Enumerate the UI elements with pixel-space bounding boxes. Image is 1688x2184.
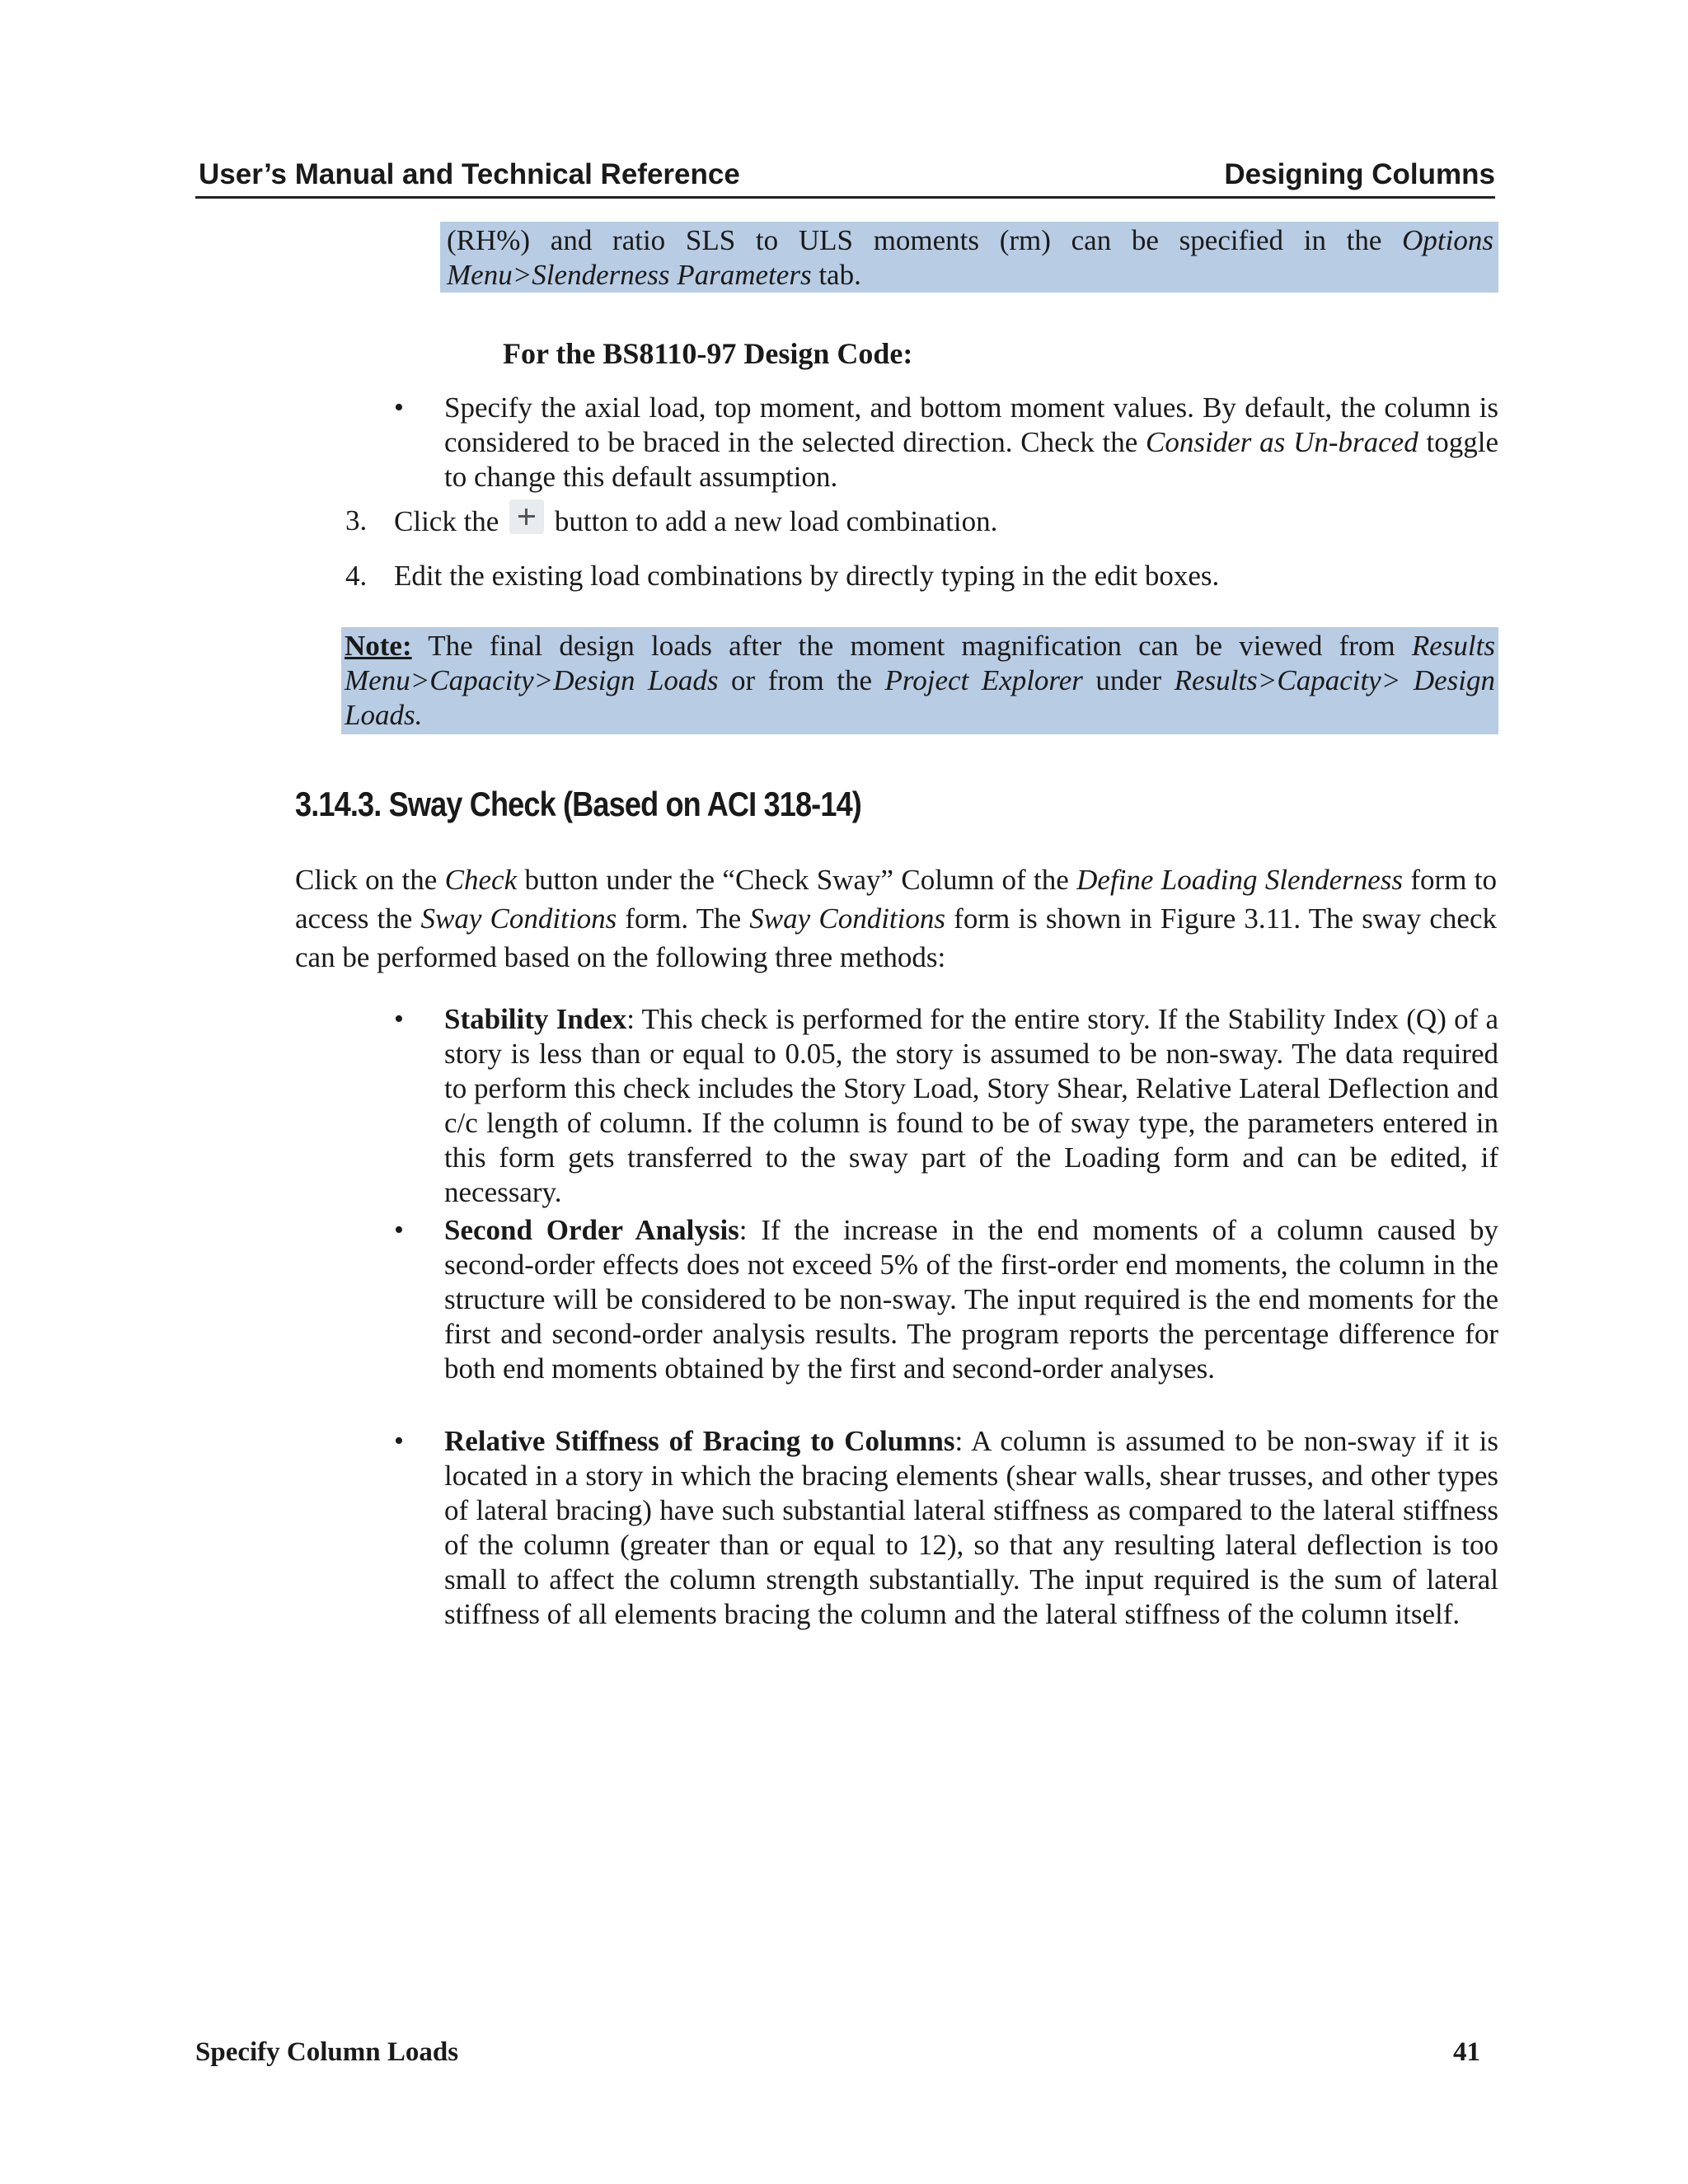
bullet-dot: • bbox=[394, 392, 404, 423]
bs8110-heading: For the BS8110-97 Design Code: bbox=[503, 337, 913, 370]
step-4-text: Edit the existing load combinations by directly typing in the edit boxes. bbox=[394, 560, 1220, 592]
step-3-text: Click the button to add a new load combination. bbox=[394, 499, 997, 539]
bs-bullet-text: Specify the axial load, top moment, and bottom moment values. By default, the column is considered to be braced in the selected direction. Check the Consider as Un-braced toggle to change this default assumption. bbox=[444, 391, 1498, 493]
page-header bbox=[195, 153, 1495, 199]
note-box bbox=[341, 627, 1498, 734]
footer-section: Specify Column Loads bbox=[195, 2037, 459, 2067]
header-chapter-title: Designing Columns bbox=[1224, 158, 1495, 190]
section-title: 3.14.3. Sway Check (Based on ACI 318-14) bbox=[295, 785, 861, 823]
method-second-order: Second Order Analysis: If the increase in the end moments of a column caused by second-order effects does not exceed 5% of the first-order end moments, the column in the structure will be considered to be non-sway. The input required is the end moments for the first and second-order analysis results. The program reports the percentage difference for both end moments obtained by the first and second-order analyses. bbox=[444, 1214, 1498, 1385]
bullet-dot: • bbox=[394, 1426, 404, 1456]
highlight-text: (RH%) and ratio SLS to ULS moments (rm) can be specified in the Options Menu>Slenderness Parameters tab. bbox=[447, 224, 1493, 291]
page-number: 41 bbox=[1453, 2037, 1480, 2067]
step-number: 3. bbox=[345, 504, 368, 537]
highlighted-paragraph bbox=[440, 222, 1498, 293]
intro-paragraph: Click on the Check button under the “Check Sway” Column of the Define Loading Slenderness form to access the Sway Conditions form. The Sway Conditions form is shown in Figure 3.11. The sway check can be performed based on the following three methods: bbox=[295, 864, 1497, 973]
method-stability-index: Stability Index: This check is performed for the entire story. If the Stability Index (Q) of a story is less than or equal to 0.05, the story is assumed to be non-sway. The data required to perform this check includes the Story Load, Story Shear, Relative Lateral Deflection and c/c length of column. If the column is found to be of sway type, the parameters entered in this form gets transferred to the sway part of the Loading form and can be edited, if necessary. bbox=[444, 1003, 1499, 1208]
bullet-dot: • bbox=[394, 1004, 404, 1034]
method-relative-stiffness: Relative Stiffness of Bracing to Columns: A column is assumed to be non-sway if it is located in a story in which the bracing elements (shear walls, shear trusses, and other types of lateral bracing) have such substantial lateral stiffness as compared to the lateral stiffness of the column (greater than or equal to 12), so that any resulting lateral deflection is too small to affect the column strength substantially. The input required is the sum of lateral stiffness of all elements bracing the column and the lateral stiffness of the column itself. bbox=[444, 1425, 1498, 1630]
note-text: Note: The final design loads after the moment magnification can be viewed from Results Menu>Capacity>Design Loads or from the Project Explorer under Results>Capacity> Design Loads. bbox=[345, 630, 1495, 731]
bullet-dot: • bbox=[394, 1215, 404, 1245]
header-manual-title: User’s Manual and Technical Reference bbox=[199, 158, 740, 190]
step-number: 4. bbox=[345, 560, 368, 592]
add-plus-icon bbox=[509, 499, 544, 534]
